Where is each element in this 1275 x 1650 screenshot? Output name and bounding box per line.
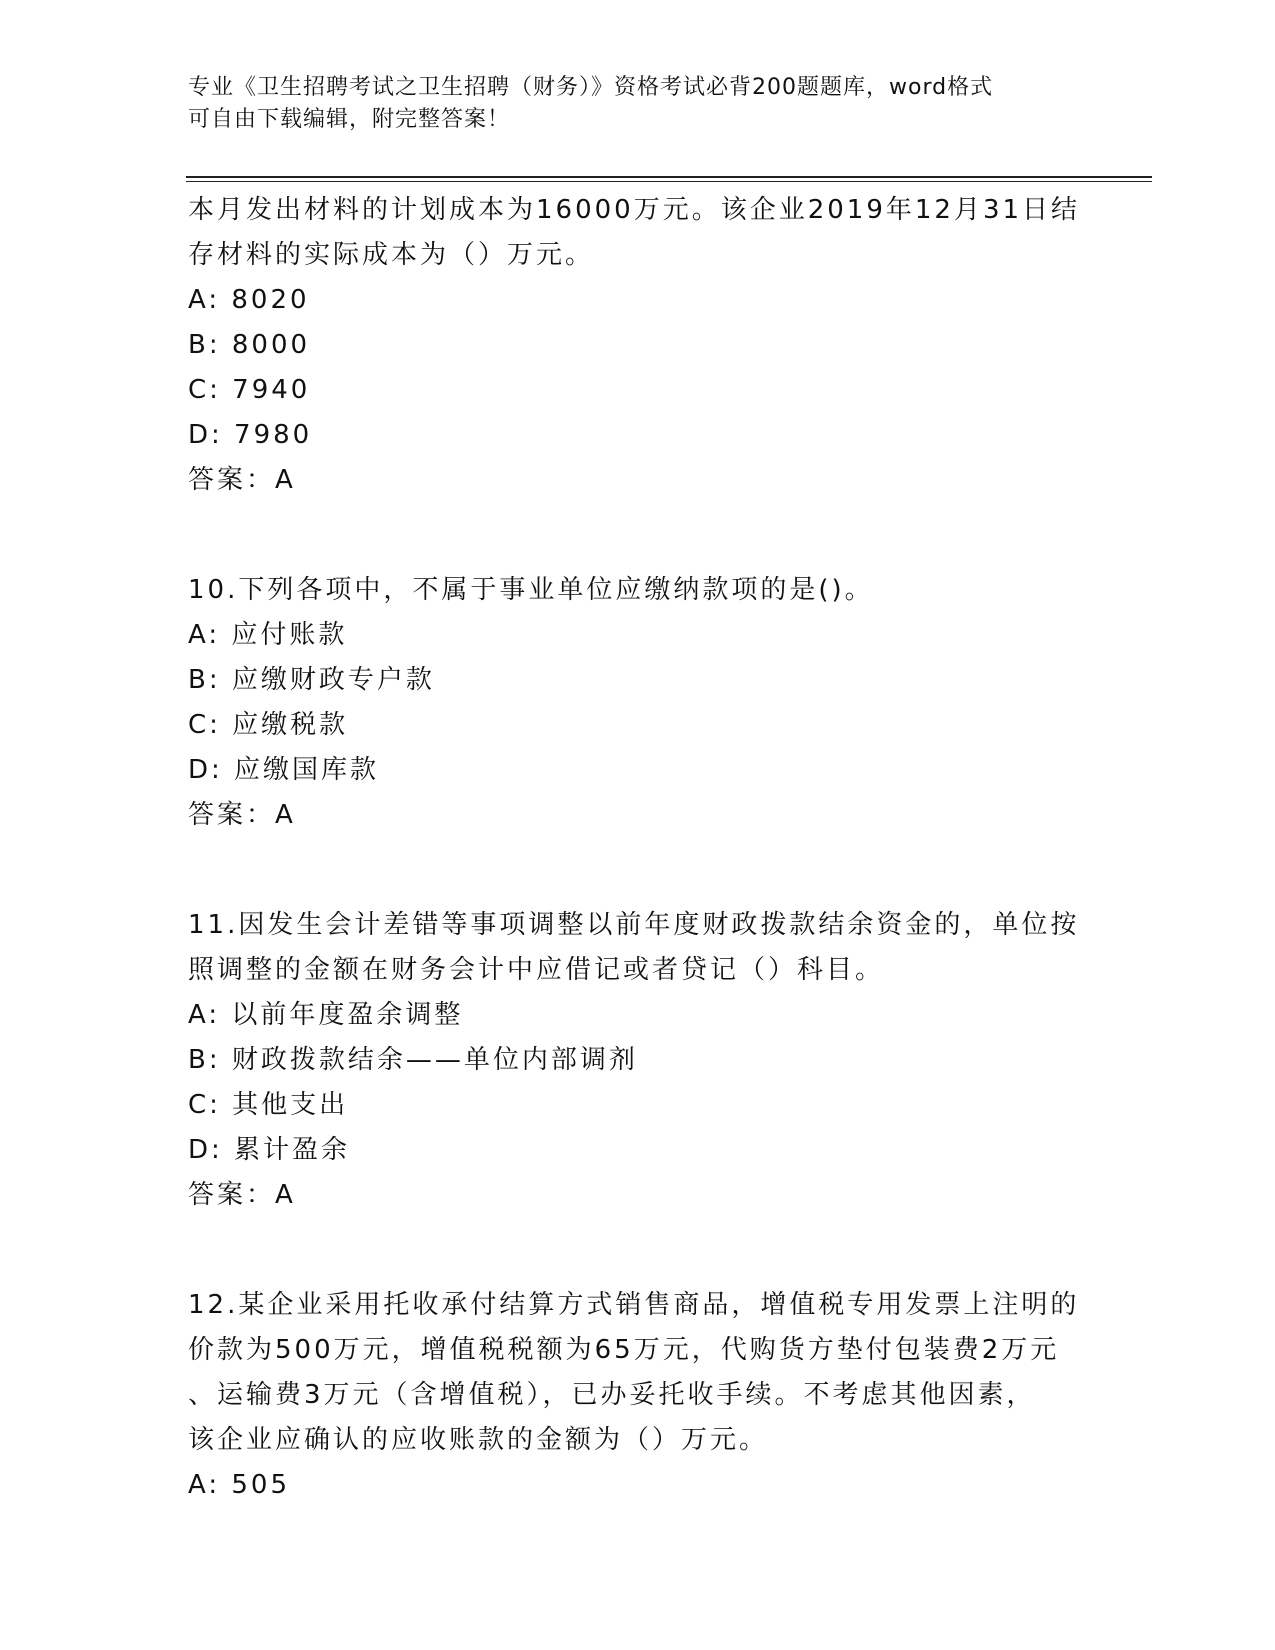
question-9 xyxy=(188,188,1088,503)
option-b: B: 财政拨款结余——单位内部调剂 xyxy=(188,1045,638,1075)
header-line-2: 可自由下载编辑，附完整答案！ xyxy=(188,107,511,132)
question-stem-line: 10.下列各项中，不属于事业单位应缴纳款项的是()。 xyxy=(188,575,874,605)
option-c: C: 7940 xyxy=(188,375,311,405)
document-header xyxy=(188,72,1068,136)
question-stem-line: 12.某企业采用托收承付结算方式销售商品，增值税专用发票上注明的 xyxy=(188,1290,1080,1320)
question-stem-line: 本月发出材料的计划成本为16000万元。该企业2019年12月31日结 xyxy=(188,195,1081,225)
answer-line: 答案：A xyxy=(188,1180,296,1210)
option-b: B: 8000 xyxy=(188,330,311,360)
answer-line: 答案：A xyxy=(188,465,296,495)
question-12 xyxy=(188,1283,1088,1508)
option-d: D: 累计盈余 xyxy=(188,1135,351,1165)
question-list xyxy=(188,188,1088,1508)
option-a: A: 8020 xyxy=(188,285,310,315)
header-rule-thin xyxy=(186,181,1152,182)
header-line-1: 专业《卫生招聘考试之卫生招聘（财务）》资格考试必背200题题库，word格式 xyxy=(188,75,994,100)
question-10 xyxy=(188,568,1088,838)
question-stem-line: 11.因发生会计差错等事项调整以前年度财政拨款结余资金的，单位按 xyxy=(188,910,1080,940)
option-a: A: 以前年度盈余调整 xyxy=(188,1000,464,1030)
question-11 xyxy=(188,903,1088,1218)
question-stem-line: 价款为500万元，增值税税额为65万元，代购货方垫付包装费2万元 xyxy=(188,1335,1060,1365)
question-stem-line: 照调整的金额在财务会计中应借记或者贷记（）科目。 xyxy=(188,955,885,985)
question-stem-line: 、运输费3万元（含增值税），已办妥托收手续。不考虑其他因素， xyxy=(188,1380,1036,1410)
option-d: D: 7980 xyxy=(188,420,313,450)
option-b: B: 应缴财政专户款 xyxy=(188,665,435,695)
question-stem-line: 存材料的实际成本为（）万元。 xyxy=(188,240,595,270)
option-c: C: 应缴税款 xyxy=(188,710,349,740)
option-c: C: 其他支出 xyxy=(188,1090,349,1120)
option-a: A: 应付账款 xyxy=(188,620,348,650)
option-a: A: 505 xyxy=(188,1470,290,1500)
option-d: D: 应缴国库款 xyxy=(188,755,380,785)
header-rule-thick xyxy=(186,176,1152,178)
question-stem-line: 该企业应确认的应收账款的金额为（）万元。 xyxy=(188,1425,769,1455)
answer-line: 答案：A xyxy=(188,800,296,830)
